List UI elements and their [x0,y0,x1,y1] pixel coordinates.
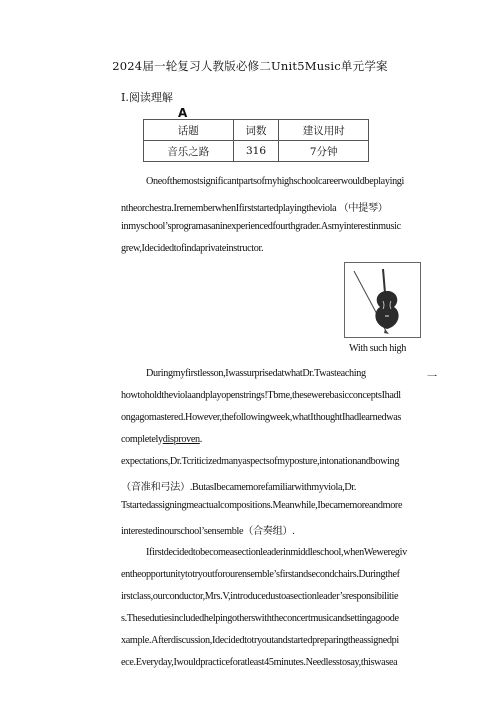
table-header-cell: 词数 [233,120,279,141]
violin-icon [345,263,420,337]
image-caption: With such high [349,343,406,354]
text-line: interestedinourschool’sensemble（合奏组）. [121,526,295,537]
violin-illustration [344,262,421,338]
text-line: expectations,Dr.Tcriticizedmanyaspectsofmyposture,intonationandbowing [121,456,400,467]
text-segment: . [199,434,202,445]
table-header-cell: 建议用时 [279,120,369,141]
underlined-word: disproven [162,434,200,445]
text-line: entheopportunitytotryoutforourensemble’sfirstandsecondchairs.Duringthef [121,569,400,580]
text-line: s.Thesedutiesincludedhelpingotherswiththeconcertmusicandsettingagoode [121,613,399,624]
table-header-cell: 话题 [144,120,234,141]
table-header-row [144,120,369,141]
text-line: ongagomastered.However,thefollowingweek,whatIthoughtIhadlearnedwas [121,412,402,423]
table-row [144,141,369,162]
text-line: Ifirstdecidedtobecomeasectionleaderinmiddleschool,whenWeweregiv [146,547,407,558]
text-line [121,434,202,445]
text-line: ntheorchestra.IrememberwhenIfirststartedplayingtheviola （中提琴） [121,203,388,214]
text-line: Tstartedassigningmeactualcompositions.Meanwhile,Ibecamemoreandmore [121,500,403,511]
table-cell: 7分钟 [279,141,369,162]
text-line: howtoholdtheviolaandplayopenstrings!Tbme,thesewerebasicconceptsIhadl [121,390,401,401]
text-line: ece.Everyday,Iwouldpracticeforatleast45minutes.Needlesstosay,thiswasea [121,657,398,668]
document-title: 2024届一轮复习人教版必修二Unit5Music单元学案 [112,59,388,73]
section-heading: Ⅰ.阅读理解 [121,91,173,104]
text-line: （音准和弓法）.ButasIbecamemorefamiliarwithmyviola,Dr. [121,482,357,493]
table-cell: 316 [233,141,279,162]
passage-info-table [143,119,369,162]
text-line: irstclass,ourconductor,Mrs.V,introducedustoasectionleader’sresponsibilitie [121,591,399,602]
passage-label: A [178,106,188,120]
text-segment: completely [121,434,163,445]
text-line: xample.Afterdiscussion,Idecidedtotryoutandstartedpreparingtheassignedpi [121,635,399,646]
text-line: Duringmyfirstlesson,IwassurprisedatwhatDr.Twasteaching [146,368,366,379]
dash-mark: 一 [427,372,437,383]
text-line: Oneofthemostsignificantpartsofmyhighschoolcareerwouldbeplayingi [146,176,405,187]
text-line: inmyschool’sprogramasaninexperiencedfourthgrader.Asmyinterestinmusic [121,221,401,232]
table-cell: 音乐之路 [144,141,234,162]
text-line: grew,Idecidedtofindaprivateinstructor. [121,243,264,254]
